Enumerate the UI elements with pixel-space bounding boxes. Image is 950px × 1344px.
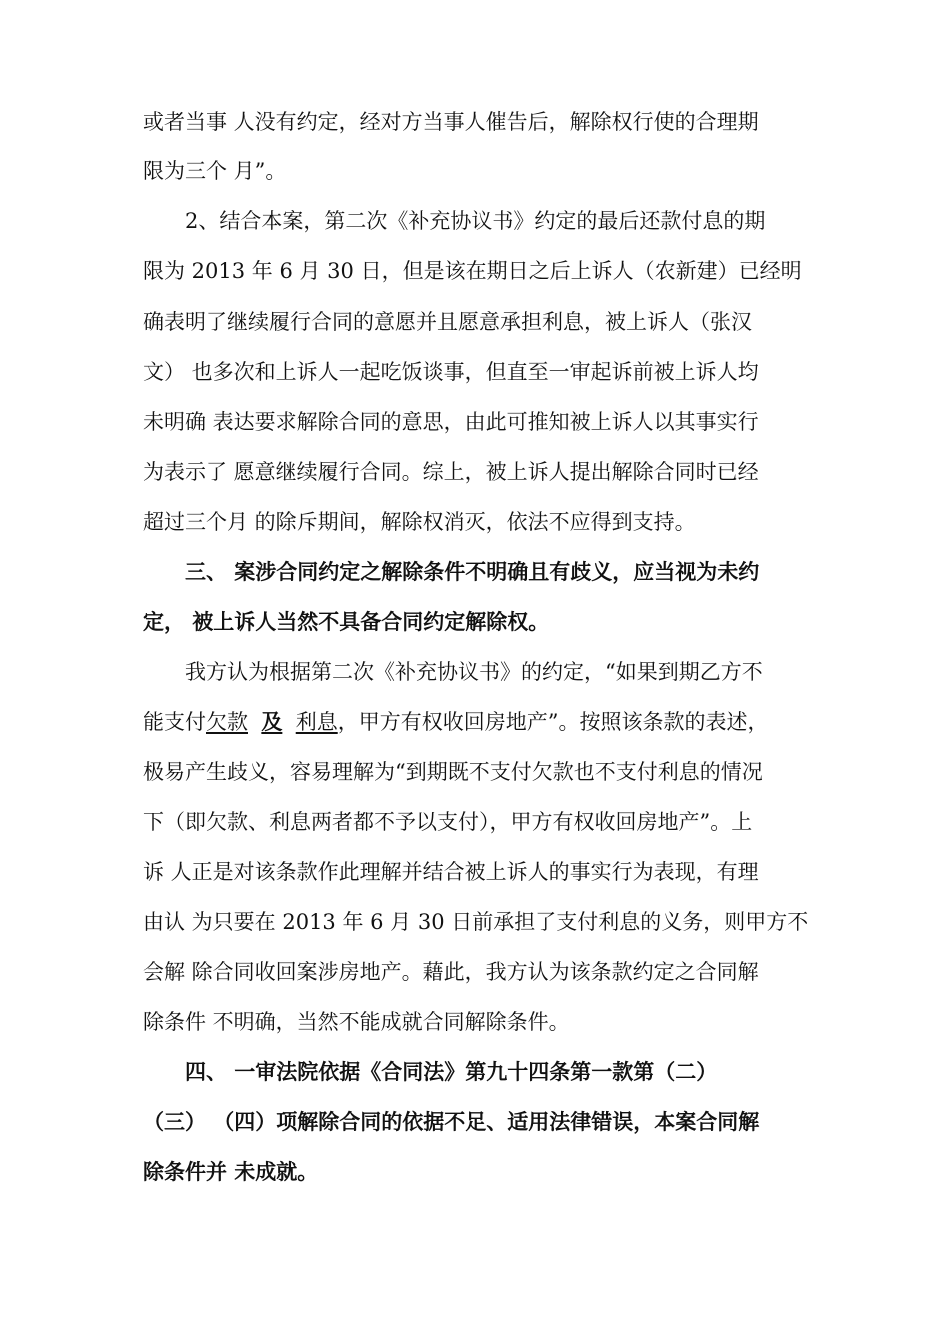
text-run <box>248 710 261 734</box>
paragraph-line: 为表示了 愿意继续履行合同。综上，被上诉人提出解除合同时已经 <box>143 460 759 484</box>
section-heading-line: 三、 案涉合同约定之解除条件不明确且有歧义，应当视为未约 <box>185 559 760 584</box>
paragraph-line: 未明确 表达要求解除合同的意思，由此可推知被上诉人以其事实行 <box>143 410 759 434</box>
paragraph-line: 限为 2013 年 6 月 30 日，但是该在期日之后上诉人（农新建）已经明 <box>143 259 802 283</box>
paragraph-line: 确表明了继续履行合同的意愿并且愿意承担利息，被上诉人（张汉 <box>143 310 752 334</box>
paragraph-line: 下（即欠款、利息两者都不予以支付），甲方有权收回房地产”。上 <box>143 810 753 834</box>
section-heading-line: 四、 一审法院依据《合同法》第九十四条第一款第（二） <box>185 1059 718 1084</box>
section-heading-line: （三） （四）项解除合同的依据不足、适用法律错误，本案合同解 <box>143 1109 760 1134</box>
emphasized-term: 及 <box>261 709 283 734</box>
paragraph-line: 限为三个 月”。 <box>143 159 287 183</box>
underlined-term: 利息 <box>295 710 338 734</box>
section-heading-line: 除条件并 未成就。 <box>143 1159 319 1184</box>
paragraph-line: 极易产生歧义，容易理解为“到期既不支付欠款也不支付利息的情况 <box>143 760 763 784</box>
section-heading-line: 定， 被上诉人当然不具备合同约定解除权。 <box>143 609 550 634</box>
paragraph-line: 诉 人正是对该条款作此理解并结合被上诉人的事实行为表现，有理 <box>143 860 759 884</box>
paragraph-line: 或者当事 人没有约定，经对方当事人催告后，解除权行使的合理期 <box>143 110 759 134</box>
paragraph-line: 我方认为根据第二次《补充协议书》的约定，“如果到期乙方不 <box>185 660 763 684</box>
paragraph-line: 会解 除合同收回案涉房地产。藉此，我方认为该条款约定之合同解 <box>143 960 759 984</box>
paragraph-line: 超过三个月 的除斥期间，解除权消灭，依法不应得到支持。 <box>143 510 696 534</box>
paragraph-line <box>143 707 823 737</box>
text-run: 能支付 <box>143 710 206 734</box>
paragraph-line: 除条件 不明确，当然不能成就合同解除条件。 <box>143 1010 570 1034</box>
text-run <box>282 710 295 734</box>
underlined-term: 欠款 <box>206 710 248 734</box>
paragraph-line: 2、结合本案，第二次《补充协议书》约定的最后还款付息的期 <box>185 209 766 233</box>
paragraph-line: 由认 为只要在 2013 年 6 月 30 日前承担了支付利息的义务，则甲方不 <box>143 910 809 934</box>
text-run: ，甲方有权收回房地产”。按照该条款的表述， <box>337 710 769 734</box>
paragraph-line: 文） 也多次和上诉人一起吃饭谈事，但直至一审起诉前被上诉人均 <box>143 360 759 384</box>
